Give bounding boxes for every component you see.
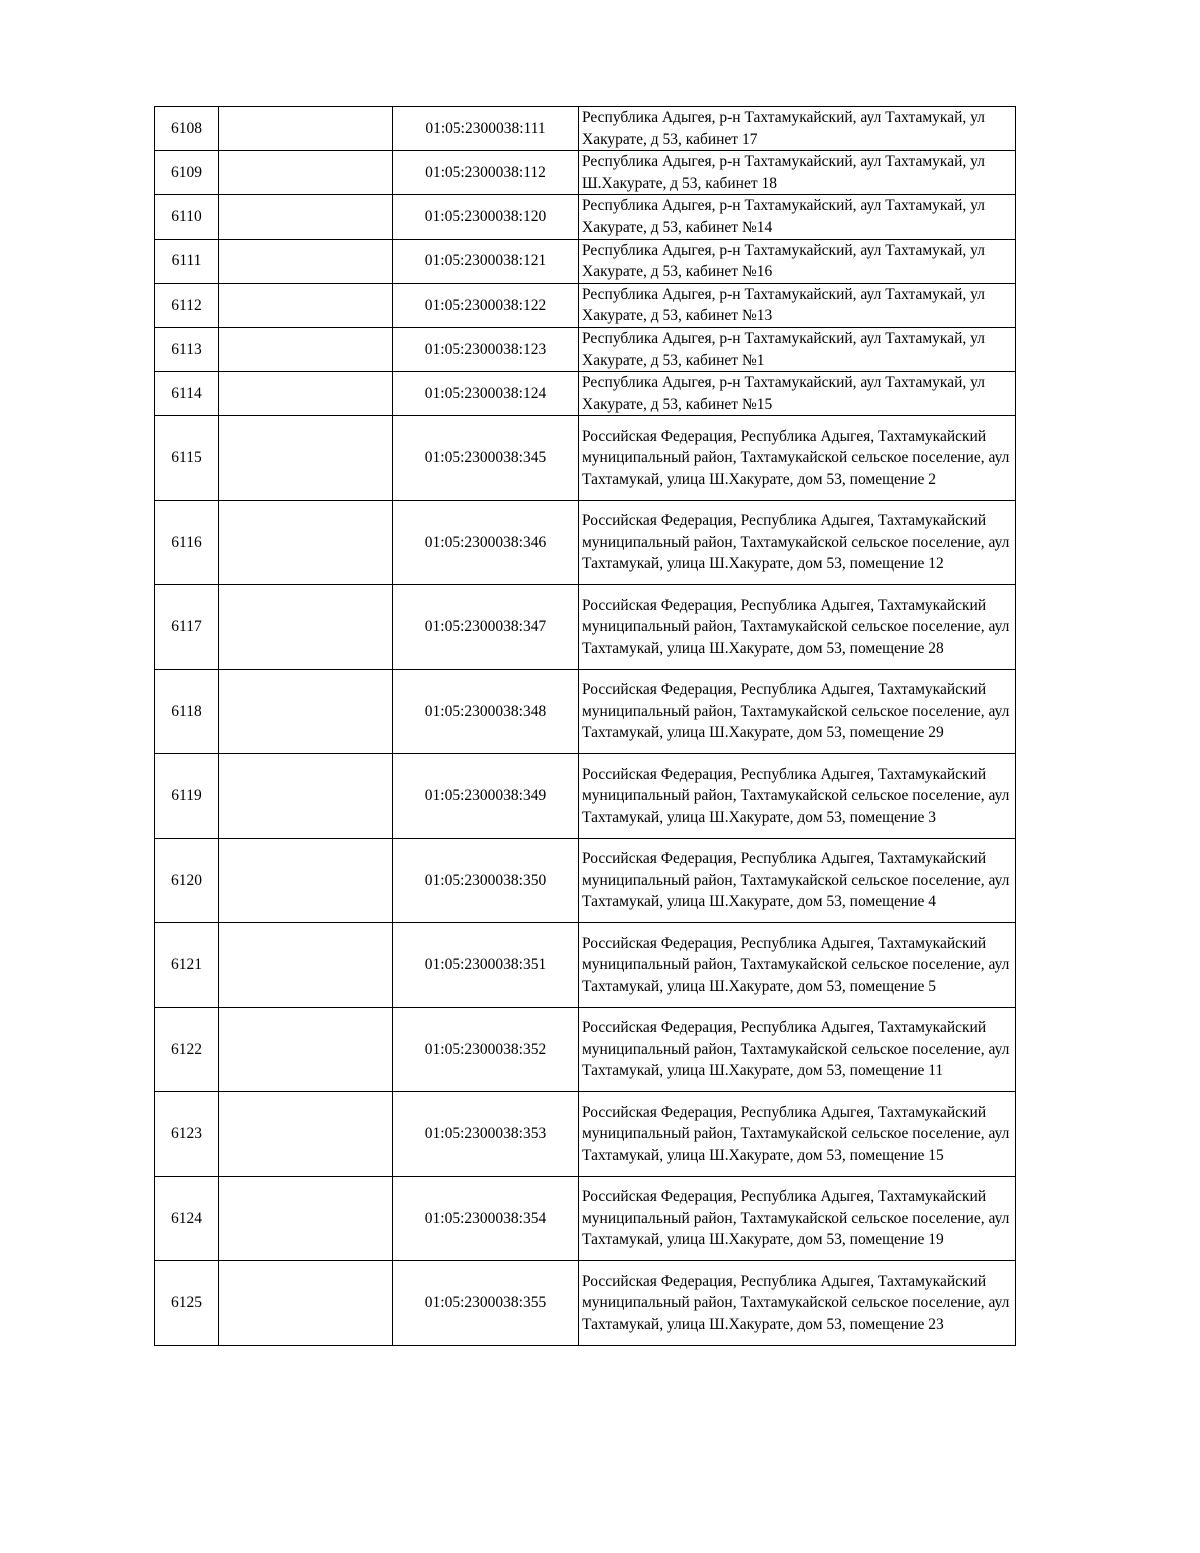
table-row bbox=[155, 500, 1016, 585]
row-number-cell: 6109 bbox=[155, 151, 219, 195]
owner-cell bbox=[219, 923, 393, 1008]
owner-cell bbox=[219, 151, 393, 195]
owner-cell bbox=[219, 372, 393, 416]
owner-cell bbox=[219, 1092, 393, 1177]
cadastral-number-cell: 01:05:2300038:346 bbox=[393, 500, 579, 585]
owner-cell bbox=[219, 327, 393, 371]
row-number-cell: 6119 bbox=[155, 754, 219, 839]
registry-table-body bbox=[155, 107, 1016, 1346]
cadastral-number-cell: 01:05:2300038:351 bbox=[393, 923, 579, 1008]
address-cell: Республика Адыгея, р-н Тахтамукайский, аул Тахтамукай, ул Хакурате, д 53, кабинет №13 bbox=[579, 283, 1016, 327]
owner-cell bbox=[219, 585, 393, 670]
owner-cell bbox=[219, 416, 393, 501]
cadastral-number-cell: 01:05:2300038:354 bbox=[393, 1176, 579, 1261]
cadastral-number-cell: 01:05:2300038:345 bbox=[393, 416, 579, 501]
owner-cell bbox=[219, 195, 393, 239]
table-row bbox=[155, 669, 1016, 754]
row-number-cell: 6108 bbox=[155, 107, 219, 151]
table-row bbox=[155, 151, 1016, 195]
cadastral-number-cell: 01:05:2300038:352 bbox=[393, 1007, 579, 1092]
cadastral-number-cell: 01:05:2300038:124 bbox=[393, 372, 579, 416]
table-row bbox=[155, 1261, 1016, 1346]
address-cell: Российская Федерация, Республика Адыгея, Тахтамукайский муниципальный район, Тахтамукайской сельское поселение, аул Тахтамукай, улица Ш.Хакурате, дом 53, помещение 29 bbox=[579, 669, 1016, 754]
owner-cell bbox=[219, 283, 393, 327]
address-cell: Республика Адыгея, р-н Тахтамукайский, аул Тахтамукай, ул Хакурате, д 53, кабинет №14 bbox=[579, 195, 1016, 239]
address-cell: Российская Федерация, Республика Адыгея, Тахтамукайский муниципальный район, Тахтамукайской сельское поселение, аул Тахтамукай, улица Ш.Хакурате, дом 53, помещение 11 bbox=[579, 1007, 1016, 1092]
cadastral-number-cell: 01:05:2300038:121 bbox=[393, 239, 579, 283]
table-row bbox=[155, 239, 1016, 283]
row-number-cell: 6113 bbox=[155, 327, 219, 371]
table-row bbox=[155, 283, 1016, 327]
address-cell: Российская Федерация, Республика Адыгея, Тахтамукайский муниципальный район, Тахтамукайской сельское поселение, аул Тахтамукай, улица Ш.Хакурате, дом 53, помещение 2 bbox=[579, 416, 1016, 501]
table-row bbox=[155, 372, 1016, 416]
owner-cell bbox=[219, 838, 393, 923]
row-number-cell: 6114 bbox=[155, 372, 219, 416]
row-number-cell: 6115 bbox=[155, 416, 219, 501]
owner-cell bbox=[219, 754, 393, 839]
row-number-cell: 6121 bbox=[155, 923, 219, 1008]
table-row bbox=[155, 195, 1016, 239]
cadastral-number-cell: 01:05:2300038:112 bbox=[393, 151, 579, 195]
address-cell: Российская Федерация, Республика Адыгея, Тахтамукайский муниципальный район, Тахтамукайской сельское поселение, аул Тахтамукай, улица Ш.Хакурате, дом 53, помещение 3 bbox=[579, 754, 1016, 839]
address-cell: Республика Адыгея, р-н Тахтамукайский, аул Тахтамукай, ул Хакурате, д 53, кабинет 17 bbox=[579, 107, 1016, 151]
cadastral-number-cell: 01:05:2300038:348 bbox=[393, 669, 579, 754]
owner-cell bbox=[219, 1007, 393, 1092]
cadastral-number-cell: 01:05:2300038:353 bbox=[393, 1092, 579, 1177]
owner-cell bbox=[219, 1261, 393, 1346]
row-number-cell: 6123 bbox=[155, 1092, 219, 1177]
cadastral-number-cell: 01:05:2300038:123 bbox=[393, 327, 579, 371]
address-cell: Российская Федерация, Республика Адыгея, Тахтамукайский муниципальный район, Тахтамукайской сельское поселение, аул Тахтамукай, улица Ш.Хакурате, дом 53, помещение 15 bbox=[579, 1092, 1016, 1177]
cadastral-number-cell: 01:05:2300038:350 bbox=[393, 838, 579, 923]
owner-cell bbox=[219, 107, 393, 151]
address-cell: Российская Федерация, Республика Адыгея, Тахтамукайский муниципальный район, Тахтамукайской сельское поселение, аул Тахтамукай, улица Ш.Хакурате, дом 53, помещение 28 bbox=[579, 585, 1016, 670]
table-row bbox=[155, 1007, 1016, 1092]
address-cell: Республика Адыгея, р-н Тахтамукайский, аул Тахтамукай, ул Хакурате, д 53, кабинет №16 bbox=[579, 239, 1016, 283]
row-number-cell: 6111 bbox=[155, 239, 219, 283]
table-row bbox=[155, 327, 1016, 371]
row-number-cell: 6116 bbox=[155, 500, 219, 585]
owner-cell bbox=[219, 500, 393, 585]
address-cell: Российская Федерация, Республика Адыгея, Тахтамукайский муниципальный район, Тахтамукайской сельское поселение, аул Тахтамукай, улица Ш.Хакурате, дом 53, помещение 12 bbox=[579, 500, 1016, 585]
row-number-cell: 6124 bbox=[155, 1176, 219, 1261]
property-registry-table bbox=[154, 106, 1016, 1346]
cadastral-number-cell: 01:05:2300038:120 bbox=[393, 195, 579, 239]
address-cell: Российская Федерация, Республика Адыгея, Тахтамукайский муниципальный район, Тахтамукайской сельское поселение, аул Тахтамукай, улица Ш.Хакурате, дом 53, помещение 23 bbox=[579, 1261, 1016, 1346]
address-cell: Республика Адыгея, р-н Тахтамукайский, аул Тахтамукай, ул Хакурате, д 53, кабинет №15 bbox=[579, 372, 1016, 416]
address-cell: Российская Федерация, Республика Адыгея, Тахтамукайский муниципальный район, Тахтамукайской сельское поселение, аул Тахтамукай, улица Ш.Хакурате, дом 53, помещение 5 bbox=[579, 923, 1016, 1008]
cadastral-number-cell: 01:05:2300038:349 bbox=[393, 754, 579, 839]
address-cell: Республика Адыгея, р-н Тахтамукайский, аул Тахтамукай, ул Хакурате, д 53, кабинет №1 bbox=[579, 327, 1016, 371]
table-row bbox=[155, 1092, 1016, 1177]
row-number-cell: 6112 bbox=[155, 283, 219, 327]
owner-cell bbox=[219, 1176, 393, 1261]
row-number-cell: 6122 bbox=[155, 1007, 219, 1092]
address-cell: Республика Адыгея, р-н Тахтамукайский, аул Тахтамукай, ул Ш.Хакурате, д 53, кабинет 18 bbox=[579, 151, 1016, 195]
table-row bbox=[155, 923, 1016, 1008]
table-row bbox=[155, 416, 1016, 501]
row-number-cell: 6117 bbox=[155, 585, 219, 670]
cadastral-number-cell: 01:05:2300038:347 bbox=[393, 585, 579, 670]
address-cell: Российская Федерация, Республика Адыгея, Тахтамукайский муниципальный район, Тахтамукайской сельское поселение, аул Тахтамукай, улица Ш.Хакурате, дом 53, помещение 19 bbox=[579, 1176, 1016, 1261]
table-row bbox=[155, 838, 1016, 923]
address-cell: Российская Федерация, Республика Адыгея, Тахтамукайский муниципальный район, Тахтамукайской сельское поселение, аул Тахтамукай, улица Ш.Хакурате, дом 53, помещение 4 bbox=[579, 838, 1016, 923]
row-number-cell: 6125 bbox=[155, 1261, 219, 1346]
table-row bbox=[155, 585, 1016, 670]
cadastral-number-cell: 01:05:2300038:355 bbox=[393, 1261, 579, 1346]
row-number-cell: 6110 bbox=[155, 195, 219, 239]
cadastral-number-cell: 01:05:2300038:111 bbox=[393, 107, 579, 151]
cadastral-number-cell: 01:05:2300038:122 bbox=[393, 283, 579, 327]
owner-cell bbox=[219, 669, 393, 754]
table-row bbox=[155, 1176, 1016, 1261]
table-row bbox=[155, 107, 1016, 151]
table-row bbox=[155, 754, 1016, 839]
row-number-cell: 6118 bbox=[155, 669, 219, 754]
row-number-cell: 6120 bbox=[155, 838, 219, 923]
owner-cell bbox=[219, 239, 393, 283]
